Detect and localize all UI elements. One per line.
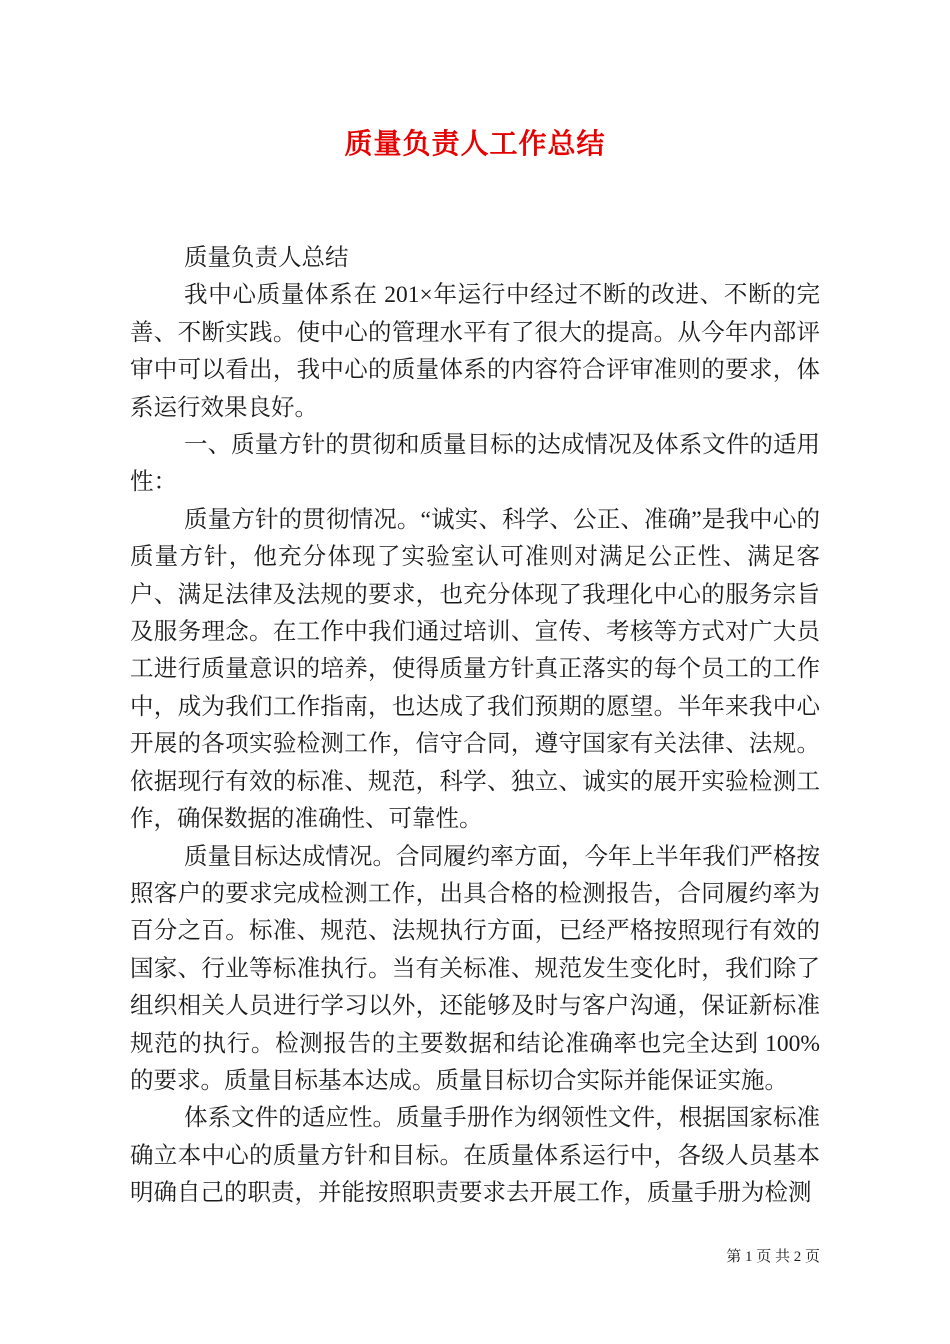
page-number: 第 1 页 共 2 页 bbox=[726, 1249, 820, 1265]
page-footer bbox=[726, 1249, 820, 1266]
paragraph-quality-policy: 质量方针的贯彻情况。“诚实、科学、公正、准确”是我中心的质量方针，他充分体现了实验室认可准则对满足公正性、满足客户、满足法律及法规的要求，也充分体现了我理化中心的服务宗旨及服务理念。在工作中我们通过培训、宣传、考核等方式对广大员工进行质量意识的培养，使得质量方针真正落实的每个员工的工作中，成为我们工作指南，也达成了我们预期的愿望。半年来我中心开展的各项实验检测工作，信守合同，遵守国家有关法律、法规。依据现行有效的标准、规范，科学、独立、诚实的展开实验检测工作，确保数据的准确性、可靠性。 bbox=[130, 506, 820, 833]
paragraph-quality-targets: 质量目标达成情况。合同履约率方面，今年上半年我们严格按照客户的要求完成检测工作，出具合格的检测报告，合同履约率为百分之百。标准、规范、法规执行方面，已经严格按照现行有效的国家、行业等标准执行。当有关标准、规范发生变化时，我们除了组织相关人员进行学习以外，还能够及时与客户沟通，保证新标准规范的执行。检测报告的主要数据和结论准确率也完全达到 100%的要求。质量目标基本达成。质量目标切合实际并能保证实施。 bbox=[130, 843, 820, 1094]
paragraph-summary-heading: 质量负责人总结 bbox=[184, 245, 349, 271]
paragraph-section-one-heading: 一、质量方针的贯彻和质量目标的达成情况及体系文件的适用性： bbox=[130, 432, 820, 496]
paragraph-system-documents: 体系文件的适应性。质量手册作为纲领性文件，根据国家标准确立本中心的质量方针和目标。在质量体系运行中，各级人员基本明确自己的职责，并能按照职责要求去开展工作，质量手册为检测 bbox=[130, 1105, 820, 1207]
document-title: 质量负责人工作总结 bbox=[344, 128, 606, 159]
paragraph-intro: 我中心质量体系在 201×年运行中经过不断的改进、不断的完善、不断实践。使中心的管理水平有了很大的提高。从今年内部评审中可以看出，我中心的质量体系的内容符合评审准则的要求，体系运行效果良好。 bbox=[130, 282, 820, 421]
document-body bbox=[130, 240, 820, 1213]
